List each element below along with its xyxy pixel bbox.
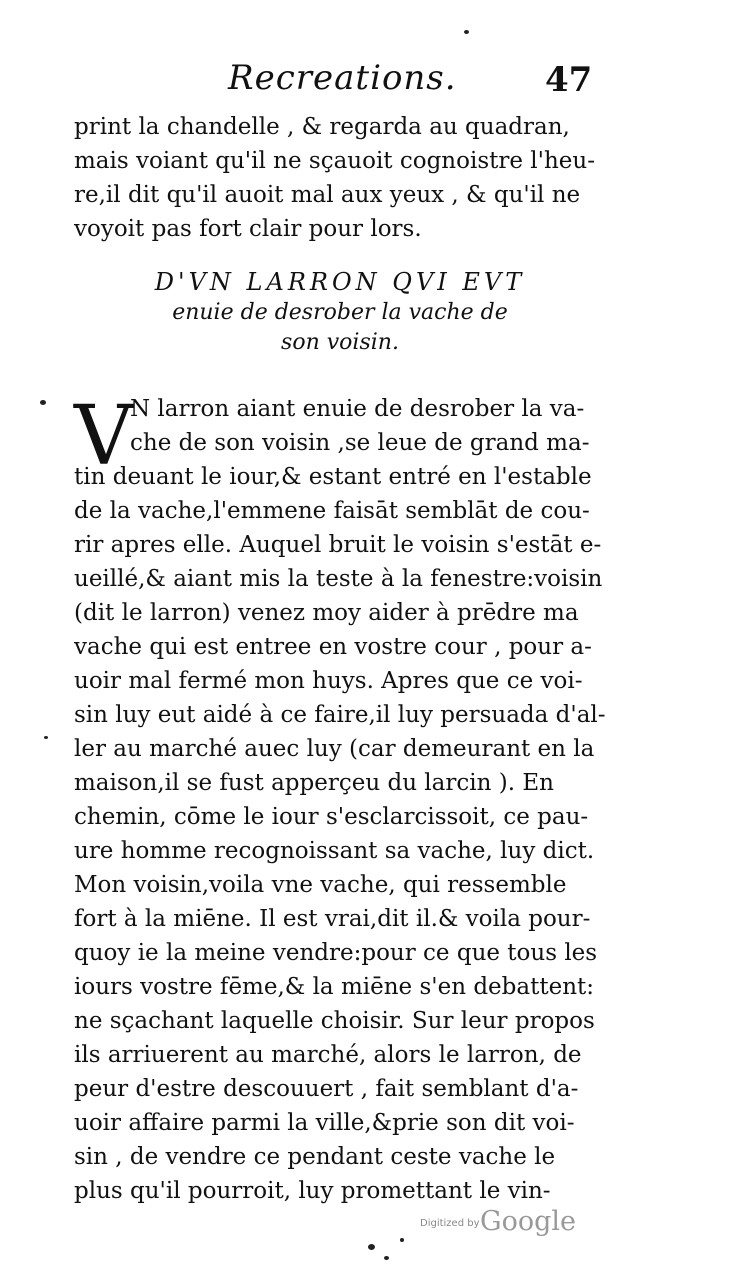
text-line: Mon voisin,voila vne vache, qui ressemble: [74, 872, 567, 898]
text-line: ils arriuerent au marché, alors le larron, de: [74, 1042, 582, 1068]
ink-speck: [400, 1238, 404, 1242]
drop-cap: V: [74, 389, 134, 484]
text-line: voyoit pas fort clair pour lors.: [74, 216, 422, 242]
ink-speck: [368, 1244, 375, 1250]
text-line: chemin, cōme le iour s'esclarcissoit, ce pau-: [74, 804, 589, 830]
text-line: plus qu'il pourroit, luy promettant le vin-: [74, 1178, 551, 1204]
page-number: 47: [545, 60, 593, 100]
ink-speck: [44, 736, 48, 739]
text-line: rir apres elle. Auquel bruit le voisin s'estāt e-: [74, 532, 602, 558]
text-line: peur d'estre descouuert , fait semblant d'a-: [74, 1076, 579, 1102]
text-line: vache qui est entree en vostre cour , pour a-: [74, 634, 592, 660]
text-line: quoy ie la meine vendre:pour ce que tous les: [74, 940, 598, 966]
text-line: de la vache,l'emmene faisāt semblāt de cou-: [74, 498, 590, 524]
google-logo: Google: [480, 1206, 576, 1237]
text-line: ne sçachant laquelle choisir. Sur leur propos: [74, 1008, 595, 1034]
text-line: re,il dit qu'il auoit mal aux yeux , & qu'il ne: [74, 182, 581, 208]
text-line: che de son voisin ,se leue de grand ma-: [130, 430, 590, 456]
text-line: sin luy eut aidé à ce faire,il luy persuada d'al-: [74, 702, 606, 728]
text-line: ure homme recognoissant sa vache, luy dict.: [74, 838, 595, 864]
heading-subtitle: son voisin.: [281, 330, 399, 355]
ink-speck: [40, 400, 46, 405]
paragraph-2: [74, 389, 614, 1208]
ink-speck: [464, 30, 469, 34]
text-line: iours vostre fēme,& la miēne s'en debattent:: [74, 974, 594, 1000]
ink-speck: [384, 1256, 389, 1260]
text-line: ueillé,& aiant mis la teste à la fenestre:voisin: [74, 566, 603, 592]
chapter-heading: [90, 266, 590, 358]
heading-subtitle: enuie de desrober la vache de: [172, 300, 508, 325]
running-title: Recreations.: [228, 58, 457, 98]
text-line: print la chandelle , & regarda au quadran,: [74, 114, 570, 140]
text-line: uoir mal fermé mon huys. Apres que ce voi-: [74, 668, 583, 694]
digitized-label: Digitized by: [420, 1218, 480, 1229]
text-line: sin , de vendre ce pendant ceste vache le: [74, 1144, 556, 1170]
text-line: ler au marché auec luy (car demeurant en la: [74, 736, 595, 762]
text-line: tin deuant le iour,& estant entré en l'estable: [74, 464, 592, 490]
text-line: fort à la miēne. Il est vrai,dit il.& voila pour-: [74, 906, 591, 932]
text-line: N larron aiant enuie de desrober la va-: [130, 396, 585, 422]
text-line: mais voiant qu'il ne sçauoit cognoistre l'heu-: [74, 148, 595, 174]
text-line: maison,il se fust apperçeu du larcin ). En: [74, 770, 554, 796]
paragraph-1: [74, 110, 614, 246]
heading-title: D'VN LARRON QVI EVT: [154, 268, 526, 296]
text-line: (dit le larron) venez moy aider à prēdre ma: [74, 600, 579, 626]
text-line: uoir affaire parmi la ville,&prie son dit voi-: [74, 1110, 575, 1136]
